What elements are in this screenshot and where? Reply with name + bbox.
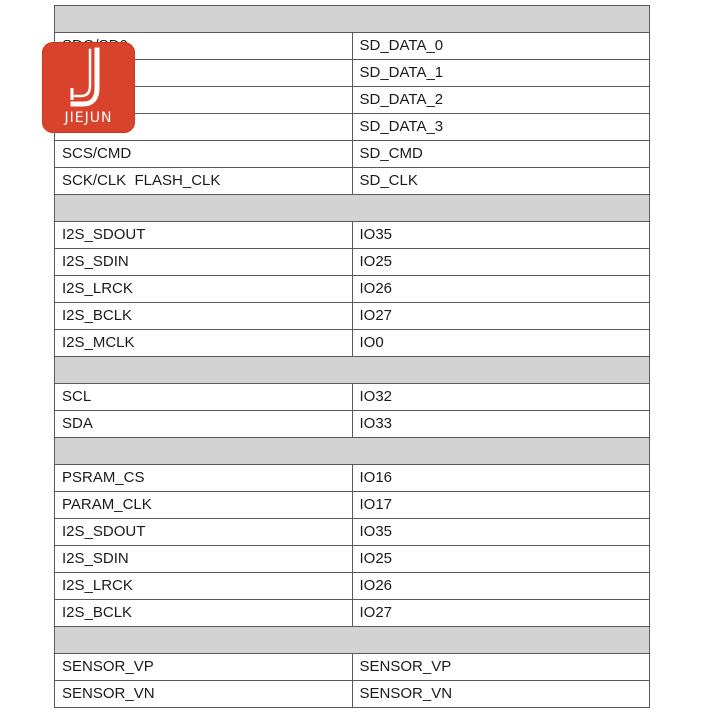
pin-assignment-cell: SENSOR_VP — [352, 654, 650, 681]
signal-name-cell: I2S_BCLK — [55, 600, 353, 627]
section-header-row — [55, 195, 650, 222]
pin-assignment-cell: SD_DATA_1 — [352, 60, 650, 87]
section-header-row — [55, 6, 650, 33]
table-row — [55, 33, 650, 60]
section-header-cell — [55, 195, 650, 222]
table-row — [55, 276, 650, 303]
section-header-cell — [55, 438, 650, 465]
section-header-cell — [55, 357, 650, 384]
signal-name-cell: SCS/CMD — [55, 141, 353, 168]
table-row — [55, 546, 650, 573]
table-row — [55, 384, 650, 411]
table-row — [55, 222, 650, 249]
pin-assignment-cell: IO27 — [352, 600, 650, 627]
signal-name-cell: PARAM_CLK — [55, 492, 353, 519]
pin-assignment-cell: IO25 — [352, 546, 650, 573]
pin-assignment-cell: IO16 — [352, 465, 650, 492]
table-row — [55, 465, 650, 492]
pin-assignment-cell: IO35 — [352, 519, 650, 546]
signal-name-cell: SCK/CLK FLASH_CLK — [55, 168, 353, 195]
pin-mapping-table — [54, 5, 650, 708]
signal-name-cell: SENSOR_VN — [55, 681, 353, 708]
section-header-cell — [55, 6, 650, 33]
table-row — [55, 303, 650, 330]
table-row — [55, 87, 650, 114]
table-row — [55, 168, 650, 195]
pin-table-body — [55, 6, 650, 708]
signal-name-cell: I2S_LRCK — [55, 573, 353, 600]
pin-assignment-cell: SD_CMD — [352, 141, 650, 168]
pin-assignment-cell: SD_DATA_3 — [352, 114, 650, 141]
signal-name-cell: I2S_SDIN — [55, 546, 353, 573]
section-header-row — [55, 357, 650, 384]
pin-assignment-cell: IO17 — [352, 492, 650, 519]
pin-assignment-cell: IO26 — [352, 276, 650, 303]
table-row — [55, 600, 650, 627]
pin-assignment-cell: SD_DATA_0 — [352, 33, 650, 60]
logo-text: JIEJUN — [64, 110, 113, 126]
signal-name-cell: SDA — [55, 411, 353, 438]
pin-assignment-cell: SD_CLK — [352, 168, 650, 195]
section-header-row — [55, 627, 650, 654]
pin-assignment-cell: IO26 — [352, 573, 650, 600]
table-row — [55, 249, 650, 276]
pin-assignment-cell: SD_DATA_2 — [352, 87, 650, 114]
table-row — [55, 573, 650, 600]
section-header-cell — [55, 627, 650, 654]
table-row — [55, 60, 650, 87]
table-row — [55, 681, 650, 708]
table-row — [55, 519, 650, 546]
table-row — [55, 654, 650, 681]
jiejun-logo — [42, 42, 135, 133]
signal-name-cell: I2S_SDOUT — [55, 519, 353, 546]
table-row — [55, 114, 650, 141]
pin-assignment-cell: IO33 — [352, 411, 650, 438]
pin-assignment-cell: IO25 — [352, 249, 650, 276]
table-row — [55, 141, 650, 168]
signal-name-cell: SCL — [55, 384, 353, 411]
table-row — [55, 411, 650, 438]
pin-assignment-cell: IO35 — [352, 222, 650, 249]
pin-assignment-cell: IO27 — [352, 303, 650, 330]
pin-assignment-cell: IO0 — [352, 330, 650, 357]
table-row — [55, 330, 650, 357]
pin-assignment-cell: IO32 — [352, 384, 650, 411]
signal-name-cell: I2S_SDOUT — [55, 222, 353, 249]
signal-name-cell: I2S_SDIN — [55, 249, 353, 276]
signal-name-cell: I2S_MCLK — [55, 330, 353, 357]
table-row — [55, 492, 650, 519]
signal-name-cell: I2S_LRCK — [55, 276, 353, 303]
signal-name-cell: I2S_BCLK — [55, 303, 353, 330]
section-header-row — [55, 438, 650, 465]
pin-assignment-cell: SENSOR_VN — [352, 681, 650, 708]
signal-name-cell: PSRAM_CS — [55, 465, 353, 492]
signal-name-cell: SENSOR_VP — [55, 654, 353, 681]
